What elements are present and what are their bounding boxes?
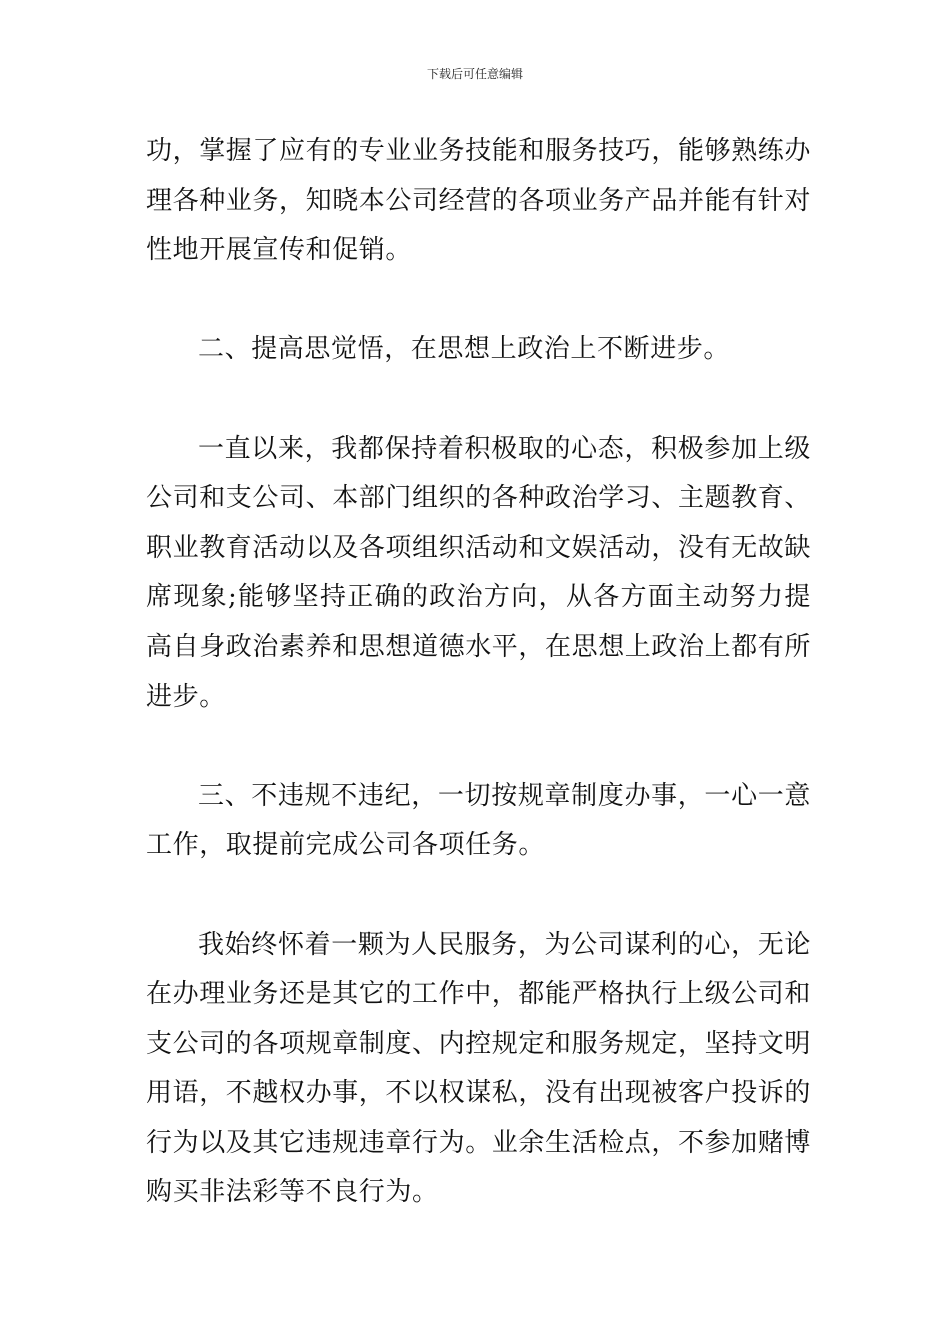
document-body: [146, 127, 811, 1268]
section-heading-3: 三、不违规不违纪，一切按规章制度办事，一心一意工作，取提前完成公司各项任务。: [146, 780, 811, 861]
page-header-note: 下载后可任意编辑: [426, 67, 523, 81]
section-heading-2: 二、提高思觉悟，在思想上政治上不断进步。: [198, 334, 731, 365]
paragraph-continuation: 功，掌握了应有的专业业务技能和服务技巧，能够熟练办理各种业务，知晓本公司经营的各项业务产品并能有针对性地开展宣传和促销。: [146, 136, 812, 266]
paragraph-body: 一直以来，我都保持着积极取的心态，积极参加上级公司和支公司、本部门组织的各种政治学习、主题教育、职业教育活动以及各项组织活动和文娱活动，没有无故缺席现象;能够坚持正确的政治方向，从各方面主动努力提高自身政治素养和思想道德水平，在思想上政治上都有所进步。: [146, 433, 812, 712]
paragraph-body: 我始终怀着一颗为人民服务，为公司谋利的心，无论在办理业务还是其它的工作中，都能严格执行上级公司和支公司的各项规章制度、内控规定和服务规定，坚持文明用语，不越权办事，不以权谋私，没有出现被客户投诉的行为以及其它违规违章行为。业余生活检点，不参加赌博购买非法彩等不良行为。: [146, 929, 812, 1208]
